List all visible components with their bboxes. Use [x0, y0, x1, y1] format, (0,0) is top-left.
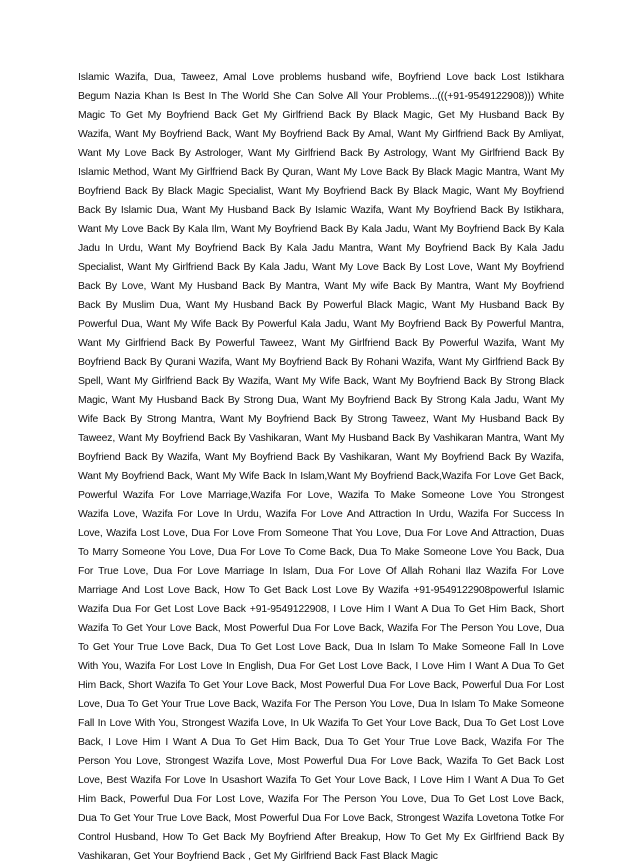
body-paragraph: Islamic Wazifa, Dua, Taweez, Amal Love problems husband wife, Boyfriend Love back Lost Istikhara Begum Nazia Khan Is Best In The World She Can Solve All Your Problems...(((+91-9549122908))) White Magic To Get My Boyfriend Back Get My Girlfriend Back By Black Magic, Get My Husband Back By Wazifa, Want My Boyfriend Back, Want My Boyfriend Back By Amal, Want My Girlfriend Back By Amliyat, Want My Love Back By Astrologer, Want My Girlfriend Back By Astrology, Want My Girlfriend Back By Islamic Method, Want My Girlfriend Back By Quran, Want My Love Back By Black Magic Mantra, Want My Boyfriend Back By Black Magic Specialist, Want My Boyfriend Back By Black Magic, Want My Boyfriend Back By Islamic Dua, Want My Husband Back By Islamic Wazifa, Want My Boyfriend Back By Istikhara, Want My Love Back By Kala Ilm, Want My Boyfriend Back By Kala Jadu, Want My Boyfriend Back By Kala Jadu In Urdu, Want My Boyfriend Back By Kala Jadu Mantra, Want My Boyfriend Back By Kala Jadu Specialist, Want My Girlfriend Back By Kala Jadu, Want My Love Back By Lost Love, Want My Boyfriend Back By Love, Want My Husband Back By Mantra, Want My wife Back By Mantra, Want My Boyfriend Back By Muslim Dua, Want My Husband Back By Powerful Black Magic, Want My Husband Back By Powerful Dua, Want My Wife Back By Powerful Kala Jadu, Want My Boyfriend Back By Powerful Mantra, Want My Girlfriend Back By Powerful Taweez, Want My Girlfriend Back By Powerful Wazifa, Want My Boyfriend Back By Qurani Wazifa, Want My Boyfriend Back By Rohani Wazifa, Want My Girlfriend Back By Spell, Want My Girlfriend Back By Wazifa, Want My Wife Back, Want My Boyfriend Back By Strong Black Magic, Want My Husband Back By Strong Dua, Want My Boyfriend Back By Strong Kala Jadu, Want My Wife Back By Strong Mantra, Want My Boyfriend Back By Strong Taweez, Want My Husband Back By Taweez, Want My Boyfriend Back By Vashikaran, Want My Husband Back By Vashikaran Mantra, Want My Boyfriend Back By Wazifa, Want My Boyfriend Back By Vashikaran, Want My Boyfriend Back By Wazifa, Want My Boyfriend Back, Want My Wife Back In Islam,Want My Boyfriend Back,Wazifa For Love Get Back, Powerful Wazifa For Love Marriage,Wazifa For Love, Wazifa To Make Someone Love You Strongest Wazifa Love, Wazifa For Love In Urdu, Wazifa For Love And Attraction In Urdu, Wazifa For Success In Love, Wazifa Lost Love, Dua For Love From Someone That You Love, Dua For Love And Attraction, Duas To Marry Someone You Love, Dua For Love To Come Back, Dua To Make Someone Love You Back, Dua For True Love, Dua For Love Marriage In Islam, Dua For Love Of Allah Rohani Ilaz Wazifa For Love Marriage And Lost Love Back, How To Get Back Lost Love By Wazifa +91-9549122908powerful Islamic Wazifa Dua For Get Lost Love Back +91-9549122908, I Love Him I Want A Dua To Get Him Back, Short Wazifa To Get Your Love Back, Most Powerful Dua For Love Back, Wazifa For The Person You Love, Dua To Get Your True Love Back, Dua To Get Lost Love Back, Dua In Islam To Make Someone Fall In Love With You, Wazifa For Lost Love In English, Dua For Get Lost Love Back, I Love Him I Want A Dua To Get Him Back, Short Wazifa To Get Your Love Back, Most Powerful Dua For Love Back, Powerful Dua For Lost Love, Dua To Get Your True Love Back, Wazifa For The Person You Love, Dua In Islam To Make Someone Fall In Love With You, Strongest Wazifa Love, In Uk Wazifa To Get Your Love Back, Dua To Get Lost Love Back, I Love Him I Want A Dua To Get Him Back, Dua To Get Your True Love Back, Wazifa For The Person You Love, Strongest Wazifa Love, Most Powerful Dua For Love Back, Wazifa To Get Back Lost Love, Best Wazifa For Love In Usashort Wazifa To Get Your Love Back, I Love Him I Want A Dua To Get Him Back, Powerful Dua For Lost Love, Wazifa For The Person You Love, Dua To Get Lost Love Back, Dua To Get Your True Love Back, Most Powerful Dua For Love Back, Strongest Wazifa Lovetona Totke For Control Husband, How To Get Back My Boyfriend After Breakup, How To Get My Ex Girlfriend Back By Vashikaran, Get Your Boyfriend Back , Get My Girlfriend Back Fast Black Magic	[78, 72, 564, 862]
